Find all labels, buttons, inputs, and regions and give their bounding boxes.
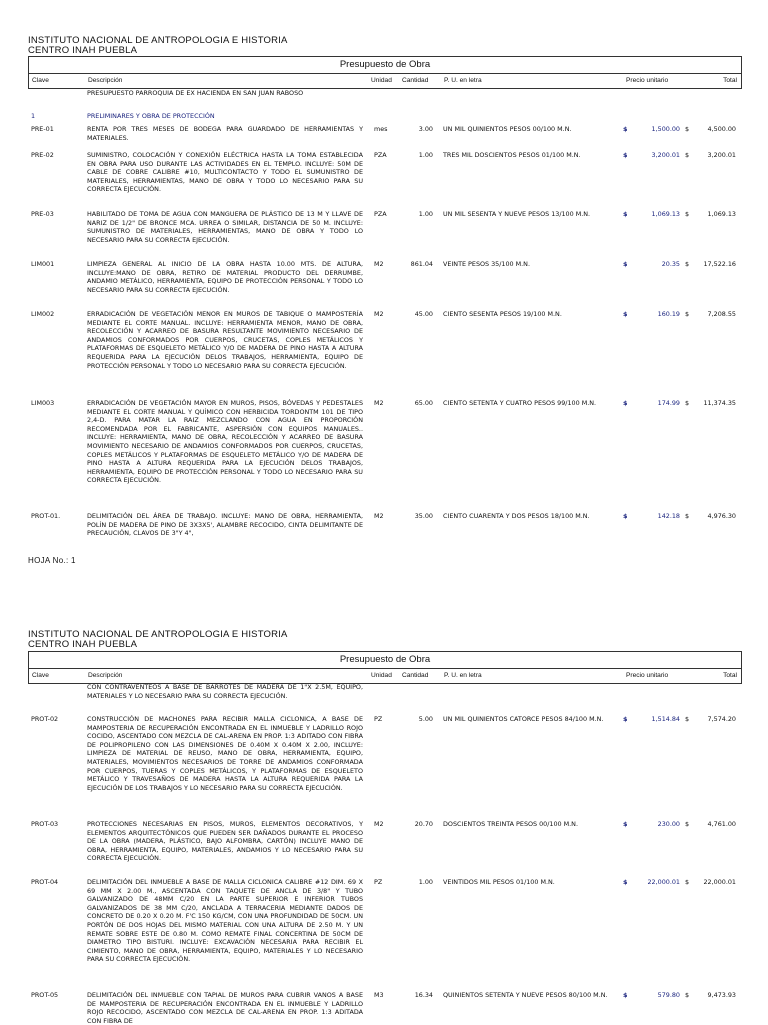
item-price-in-words: CIENTO CUARENTA Y DOS PESOS 18/100 M.N.: [443, 512, 590, 520]
item-unit: M3: [374, 991, 384, 999]
item-price-in-words: DOSCIENTOS TREINTA PESOS 00/100 M.N.: [443, 820, 578, 828]
table-title: Presupuesto de Obra: [29, 652, 741, 669]
col-clave: Clave: [32, 672, 49, 679]
item-code: PRE-01: [31, 125, 54, 133]
currency-sign: $: [685, 399, 690, 407]
item-quantity: 861.04: [410, 260, 433, 268]
item-total: 7,574.20: [707, 715, 736, 723]
item-code: PROT-01.: [31, 512, 61, 520]
item-unit: PZ: [374, 878, 383, 886]
item-quantity: 3.00: [418, 125, 433, 133]
item-description: ERRADICACIÓN DE VEGETACIÓN MAYOR EN MUROS, PISOS, BÓVEDAS Y PEDESTALES MEDIANTE EL CORTE MANUAL Y QUÍMICO CON HERBICIDA TORDONTM 101 DE TIPO 2,4-D. PARA MATAR LA RAIZ MEZCLANDO CON AGUA EN PROPORCIÓN RECOMENDADA POR EL FABRICANTE, ASPERSIÓN CON EQUIPOS MANUALES.. INCLUYE: HERRAMIENTA, MANO DE OBRA, RECOLECCIÓN Y ACARREO DE BASURA MOVIMIENTO NECESARIO DE ANDAMIOS CONFORMADOS POR CUERPOS, CRUCETAS, COPLES METÁLICOS Y PLATAFORMAS DE ESQUELETO METÁLICO Y/O DE MADERA DE PINO HASTA A ALTURA REQUERIDA PARA LA EJECUCIÓN DELOS TRABAJOS, HERRAMIENTA, EQUIPO DE PROTECCIÓN PERSONAL Y TODO LO NECESARIO PARA SU CORRECTA EJECUCIÓN.: [87, 399, 363, 485]
item-code: LIM003: [31, 399, 55, 407]
currency-sign: $: [685, 310, 690, 318]
item-total: 9,473.93: [707, 991, 736, 999]
item-price-in-words: UN MIL QUINIENTOS CATORCE PESOS 84/100 M.N.: [443, 715, 604, 723]
table-title: Presupuesto de Obra: [29, 57, 741, 74]
col-cantidad: Cantidad: [402, 77, 429, 84]
item-quantity: 35.00: [414, 512, 433, 520]
currency-sign: $: [623, 878, 628, 886]
item-unit: M2: [374, 512, 384, 520]
center-name: CENTRO INAH PUEBLA: [28, 45, 138, 56]
institute-name: INSTITUTO NACIONAL DE ANTROPOLOGIA E HISTORIA: [28, 629, 288, 640]
item-description: PROTECCIONES NECESARIAS EN PISOS, MUROS, ELEMENTOS DECORATIVOS, Y ELEMENTOS ARQUITECTÓNICOS QUE PUEDEN SER DAÑADOS DURANTE EL PROCESO DE LA OBRA (MADERA, PLÁSTICO, BAJO ALFOMBRA, CARTÓN) INCLUYE MANO DE OBRA, HERRAMIENTA, EQUIPO, MATERIALES, ANDAMIOS Y LO NECESARIO PARA SU CORRECTA EJECUCIÓN.: [87, 820, 363, 863]
col-precio-unitario: Precio unitario: [626, 672, 669, 679]
item-total: 22,000.01: [703, 878, 736, 886]
item-total: 17,522.16: [703, 260, 736, 268]
item-total: 4,500.00: [707, 125, 736, 133]
item-unit-price: 20.35: [661, 260, 680, 268]
item-price-in-words: UN MIL SESENTA Y NUEVE PESOS 13/100 M.N.: [443, 210, 591, 218]
currency-sign: $: [685, 991, 690, 999]
item-code: LIM001: [31, 260, 55, 268]
item-quantity: 1.00: [418, 151, 433, 159]
intro-text: PRESUPUESTO PARROQUIA DE EX HACIENDA EN SAN JUAN RABOSO: [87, 89, 304, 97]
item-total: 1,069.13: [707, 210, 736, 218]
item-code: PRE-03: [31, 210, 54, 218]
currency-sign: $: [685, 125, 690, 133]
item-unit: PZ: [374, 715, 383, 723]
item-unit-price: 230.00: [657, 820, 680, 828]
item-unit: PZA: [374, 210, 387, 218]
item-unit-price: 1,069.13: [651, 210, 680, 218]
item-description: RENTA POR TRES MESES DE BODEGA PARA GUARDADO DE HERRAMIENTAS Y MATERIALES.: [87, 125, 363, 142]
col-pu-letra: P. U. en letra: [444, 77, 482, 84]
page-number: HOJA No.: 1: [28, 556, 76, 565]
item-quantity: 1.00: [418, 878, 433, 886]
item-unit-price: 1,514.84: [651, 715, 680, 723]
item-code: PROT-05: [31, 991, 59, 999]
currency-sign: $: [685, 260, 690, 268]
item-unit: PZA: [374, 151, 387, 159]
item-code: PROT-02: [31, 715, 59, 723]
item-unit: M2: [374, 310, 384, 318]
item-price-in-words: CIENTO SETENTA Y CUATRO PESOS 99/100 M.N.: [443, 399, 597, 407]
col-descripcion: Descripción: [88, 77, 123, 84]
section-number: 1: [31, 112, 36, 120]
item-description: DELIMITACIÓN DEL ÁREA DE TRABAJO. INCLUYE: MANO DE OBRA, HERRAMIENTA, POLÍN DE MADERA DE PINO DE 3X3X5', ALAMBRE RECOCIDO, CINTA DELIMITANTE DE PRECAUCIÓN, CLAVOS DE 3"Y 4",: [87, 512, 363, 538]
item-unit-price: 174.99: [657, 399, 680, 407]
col-cantidad: Cantidad: [402, 672, 429, 679]
column-headers: [29, 74, 741, 89]
col-pu-letra: P. U. en letra: [444, 672, 482, 679]
col-total: Total: [723, 77, 737, 84]
institute-name: INSTITUTO NACIONAL DE ANTROPOLOGIA E HISTORIA: [28, 35, 288, 46]
item-code: PRE-02: [31, 151, 54, 159]
table-header: [28, 651, 742, 684]
section-title: PRELIMINARES Y OBRA DE PROTECCIÓN: [87, 112, 215, 120]
item-description: DELIMITACIÓN DEL INMUEBLE CON TAPIAL DE MUROS PARA CUBRIR VANOS A BASE DE MAMPOSTERIA DE RECUPERACIÓN ENCONTRADA EN EL INMUEBLE Y LADRILLO ROJO RECOCIDO, ASCENTADO CON MEZCLA DE CAL-ARENA EN PROP. 1:3 ADITADA CON FIBRA DE: [87, 991, 363, 1025]
table-header: [28, 56, 742, 89]
item-description: HABILITADO DE TOMA DE AGUA CON MANGUERA DE PLÁSTICO DE 13 M Y LLAVE DE NARIZ DE 1/2" DE BRONCE MCA. URREA O SIMILAR, DISTANCIA DE 50 M. INCLUYE: SUMUNISTRO DE MATERIALES, HERRAMIENTAS, MANO DE OBRA Y TODO LO NECESARIO PARA SU CORRECTA EJECUCIÓN.: [87, 210, 363, 244]
item-unit: M2: [374, 260, 384, 268]
item-description: ERRADICACIÓN DE VEGETACIÓN MENOR EN MUROS DE TABIQUE O MAMPOSTERÍA MEDIANTE EL CORTE MANUAL. INCLUYE: HERRAMIENTA MENOR, MANO DE OBRA, RECOLECCIÓN Y ACARREO DE BASURA RESULTANTE MOVIMIENTO NECESARIO DE ANDAMIOS CONFORMADOS POR CUERPOS, CRUCETAS, COPLES METÁLICOS Y PLATAFORMAS DE ESQUELETO METÁLICO Y/O DE MADERA DE PINO HASTA A ALTURA REQUERIDA PARA LA EJECUCIÓN DELOS TRABAJOS, HERRAMIENTA, EQUIPO DE PROTECCIÓN PERSONAL Y TODO LO NECESARIO PARA SU CORRECTA EJECUCIÓN.: [87, 310, 363, 370]
currency-sign: $: [623, 399, 628, 407]
item-total: 3,200.01: [707, 151, 736, 159]
item-unit-price: 142.18: [657, 512, 680, 520]
item-total: 7,208.55: [707, 310, 736, 318]
item-code: LIM002: [31, 310, 55, 318]
item-quantity: 45.00: [414, 310, 433, 318]
currency-sign: $: [685, 151, 690, 159]
item-unit: M2: [374, 820, 384, 828]
currency-sign: $: [623, 820, 628, 828]
currency-sign: $: [623, 260, 628, 268]
item-unit: M2: [374, 399, 384, 407]
item-total: 4,976.30: [707, 512, 736, 520]
item-price-in-words: TRES MIL DOSCIENTOS PESOS 01/100 M.N.: [443, 151, 581, 159]
currency-sign: $: [685, 820, 690, 828]
item-price-in-words: UN MIL QUINIENTOS PESOS 00/100 M.N.: [443, 125, 572, 133]
item-price-in-words: QUINIENTOS SETENTA Y NUEVE PESOS 80/100 M.N.: [443, 991, 608, 999]
item-quantity: 16.34: [414, 991, 433, 999]
item-total: 11,374.35: [703, 399, 736, 407]
currency-sign: $: [623, 151, 628, 159]
item-total: 4,761.00: [707, 820, 736, 828]
item-unit-price: 22,000.01: [647, 878, 680, 886]
item-unit-price: 3,200.01: [651, 151, 680, 159]
col-precio-unitario: Precio unitario: [626, 77, 669, 84]
item-description: LIMPIEZA GENERAL AL INICIO DE LA OBRA HASTA 10.00 MTS. DE ALTURA, INCLUYE:MANO DE OBRA, RETIRO DE MATERIAL PRODUCTO DEL DERRUMBE, ANDAMIO METÁLICO, HERRAMIENTA, EQUIPO DE PROTECCIÓN PERSONAL Y TODO LO NECESARIO PARA SU CORRECTA EJECUCIÓN.: [87, 260, 363, 294]
col-unidad: Unidad: [371, 77, 392, 84]
item-quantity: 5.00: [418, 715, 433, 723]
item-price-in-words: CIENTO SESENTA PESOS 19/100 M.N.: [443, 310, 562, 318]
carry-over-text: CON CONTRAVENTEOS A BASE DE BARROTES DE MADERA DE 1"X 2.5M, EQUIPO, MATERIALES Y LO NECESARIO PARA SU CORRECTA EJECUCIÓN.: [87, 683, 363, 700]
item-price-in-words: VEINTIDOS MIL PESOS 01/100 M.N.: [443, 878, 555, 886]
item-quantity: 20.70: [414, 820, 433, 828]
item-description: DELIMITACIÓN DEL INMUEBLE A BASE DE MALLA CICLONICA CALIBRE #12 DIM. 69 X 69 MM X 2.00 M., ASCENTADA CON TAQUETE DE ANCLA DE 3/8" Y TUBO GALVANIZADO DE 48MM C/20 EN LA PARTE SUPERIOR E INFERIOR TUBOS GALVANIZADOS DE 38 MM C/20, ANCLADA A TERRACERIA MEDIANTE DADOS DE CONCRETO DE 0.20 X 0.20 M. F'C 150 KG/CM, CON UNA PROFUNDIDAD DE 50CM. UN PORTÓN DE DOS HOJAS DEL MISMO MATERIAL CON UNA ALTURA DE 2.50 M. Y UN REMATE SOBRE ESTE DE 0.80 M. COMO REMATE FINAL CONCERTINA DE 50CM DE DIAMETRO TIPO BISTURI. INCLUYE: EXCAVACIÓN NECESARIA PARA RECIBIR EL CIMIENTO, MANO DE OBRA, HERRAMIENTA, EQUIPO, MATERIALES Y LO NECESARIO PARA SU CORRECTA EJECUCIÓN.: [87, 878, 363, 964]
item-price-in-words: VEINTE PESOS 35/100 M.N.: [443, 260, 530, 268]
column-headers: [29, 669, 741, 684]
currency-sign: $: [685, 512, 690, 520]
item-unit-price: 160.19: [657, 310, 680, 318]
item-code: PROT-04: [31, 878, 59, 886]
currency-sign: $: [623, 715, 628, 723]
item-description: CONSTRUCCIÓN DE MACHONES PARA RECIBIR MALLA CICLONICA, A BASE DE MAMPOSTERIA DE RECUPERACIÓN ENCONTRADA EN EL INMUEBLE Y LADRILLO ROJO COCIDO, ASCENTADO CON MEZCLA DE CAL-ARENA EN PROP. 1:3 ADITADO CON FIBRA DE POLIPROPILENO CON LAS DIMENSIONES DE 0.40M X 0.40M X 2.00, INCLUYE: LIMPIEZA DE MATERIAL DE REUSO, MANO DE OBRA, HERRAMIENTA, EQUIPO, MATERIALES, MOVIMIENTOS NECESARIOS DE TORRE DE ANDAMIOS CONFORMADA POR CUERPOS, TUERAS Y COPLES METÁLICOS, Y PLATAFORMAS DE ESQUELETO METÁLICO Y TRAVESAÑOS DE MADERA HASTA LA ALTURA REQUERIDA PARA LA EJECUCIÓN DE LOS TRABAJOS Y LO NECESARIO PARA SU CORRECTA EJECUCIÓN.: [87, 715, 363, 792]
currency-sign: $: [623, 991, 628, 999]
item-unit-price: 579.80: [657, 991, 680, 999]
currency-sign: $: [623, 512, 628, 520]
currency-sign: $: [685, 715, 690, 723]
item-unit: mes: [374, 125, 388, 133]
currency-sign: $: [623, 210, 628, 218]
item-quantity: 65.00: [414, 399, 433, 407]
item-quantity: 1.00: [418, 210, 433, 218]
currency-sign: $: [685, 210, 690, 218]
currency-sign: $: [623, 125, 628, 133]
currency-sign: $: [685, 878, 690, 886]
col-unidad: Unidad: [371, 672, 392, 679]
col-total: Total: [723, 672, 737, 679]
col-clave: Clave: [32, 77, 49, 84]
item-code: PROT-03: [31, 820, 59, 828]
currency-sign: $: [623, 310, 628, 318]
col-descripcion: Descripción: [88, 672, 123, 679]
item-description: SUMINISTRO, COLOCACIÓN Y CONEXIÓN ELÉCTRICA HASTA LA TOMA ESTABLECIDA EN OBRA PARA USO DURANTE LAS ACTIVIDADES EN EL TEMPLO. INCLUYE: 50M DE CABLE DE COBRE CALIBRE #10, MULTICONTACTO Y TODO EL SUMUNISTRO DE MATERIALES, HERRAMIENTAS, MANO DE OBRA Y TODO LO NECESARIO PARA SU CORRECTA EJECUCIÓN.: [87, 151, 363, 194]
item-unit-price: 1,500.00: [651, 125, 680, 133]
center-name: CENTRO INAH PUEBLA: [28, 639, 138, 650]
